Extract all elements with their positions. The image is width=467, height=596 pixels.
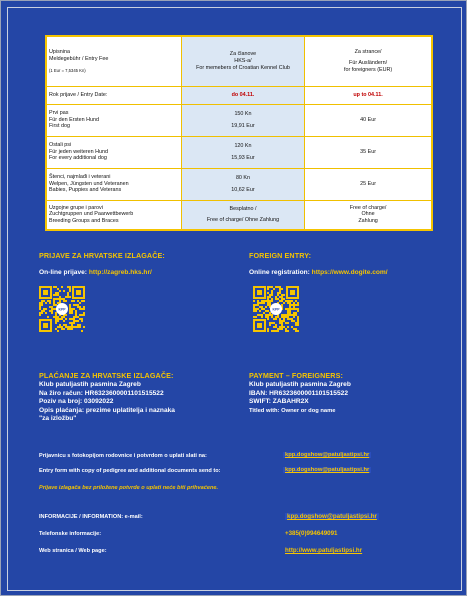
row-label: Babies, Puppies and Veterans (49, 187, 122, 194)
table-cell (181, 36, 304, 86)
table-cell (46, 104, 181, 136)
entry-date-label: Rok prijave / Entry Date: (49, 91, 108, 98)
table-cell (181, 200, 304, 230)
hr-entry-heading: PRIJAVE ZA HRVATSKE IZLAGAČE: (39, 251, 165, 260)
table-cell (181, 104, 304, 136)
table-row (46, 136, 432, 168)
price-free: Besplatno / (229, 205, 257, 212)
qr-logo-text: KPP (272, 307, 280, 312)
table-cell (46, 136, 181, 168)
info-email[interactable]: kpp.dogshow@patuljastipsi.hr (287, 513, 377, 520)
hr-account: Na žiro račun: HR6323600001101515522 (39, 389, 164, 397)
row-label: Zuchtgruppen und Paarwettbewerb (49, 211, 134, 218)
price-foreign: 25 Eur (360, 180, 377, 187)
table-row (46, 168, 432, 200)
price-free-de-2: Zahlung (358, 218, 378, 225)
hr-online-line (39, 269, 152, 276)
row-label: Uzgojne grupe i parovi (49, 204, 103, 211)
hr-payment-heading: PLAĆANJE ZA HRVATSKE IZLAGAČE: (39, 371, 174, 380)
table-cell (305, 36, 432, 86)
price-free-de: Ohne (361, 211, 375, 218)
table-cell (46, 86, 181, 104)
foreign-online-line (249, 269, 388, 276)
foreigners-label: Za strance/ (354, 48, 382, 55)
row-label: Prvi pas (49, 109, 69, 116)
members-label: Za članove (229, 51, 257, 58)
table-cell (181, 168, 304, 200)
foreign-online-label: Online registration: (249, 269, 310, 276)
foreign-title: Titled with: Owner or dog name (249, 407, 336, 414)
row-label: Breeding Groups and Braces (49, 218, 119, 225)
table-header-row (46, 36, 432, 86)
hr-send-email[interactable]: kpp.dogshow@patuljastipsi.hr (285, 452, 370, 458)
phone-value[interactable]: +385(0)994649091 (285, 530, 338, 537)
price-eur: 10,62 Eur (231, 186, 255, 193)
row-label: For every additional dog (49, 155, 107, 162)
price-free-en: Free of charge/ Ohne Zahlung (206, 217, 280, 224)
foreign-payment-details (249, 381, 351, 415)
entry-fee-table (45, 35, 433, 231)
hr-online-label: On-line prijave: (39, 269, 87, 276)
en-send-email[interactable]: kpp.dogshow@patuljastipsi.hr (285, 467, 370, 473)
hr-club-name: Klub patuljastih pasmina Zagreb (39, 381, 141, 388)
row-label: Für den Ersten Hund (49, 116, 100, 123)
price-free: Free of charge/ (349, 204, 387, 211)
price-kn: 80 Kn (235, 174, 251, 181)
info-label: INFORMACIJE / INFORMATION: e-mail: (39, 514, 143, 520)
table-row (46, 86, 432, 104)
table-cell (46, 200, 181, 230)
table-cell (305, 104, 432, 136)
price-eur: 15,93 Eur (231, 154, 255, 161)
table-cell (305, 136, 432, 168)
table-cell (305, 168, 432, 200)
members-label-2: HKS-a/ (234, 57, 252, 64)
price-eur: 19,91 Eur (231, 122, 255, 129)
price-foreign: 40 Eur (360, 116, 377, 123)
foreign-swift: SWIFT: ZABAHR2X (249, 398, 309, 406)
hr-reference: Poziv na broj: 03092022 (39, 398, 114, 406)
fee-label-de-en: Meldegebühr / Entry Fee (49, 56, 109, 63)
entry-date-members: do 04.11. (231, 91, 255, 98)
exchange-rate: (1 Eur = 7,5345 Kn) (49, 67, 86, 73)
table-cell (46, 168, 181, 200)
entry-date-foreigners: up to 04.11. (353, 91, 383, 98)
foreigners-label-en: for foreigners (EUR) (343, 67, 393, 74)
row-label: Štenci, najmlađi i veterani (49, 173, 111, 180)
table-cell (181, 86, 304, 104)
row-label: Welpen, Jüngsten und Veteranen (49, 180, 129, 187)
row-label: Für jeden weiteren Hund (49, 148, 109, 155)
qr-logo-text: KPP (58, 307, 66, 312)
foreign-entry-heading: FOREIGN ENTRY: (249, 251, 312, 260)
table-cell (181, 136, 304, 168)
table-cell (305, 86, 432, 104)
hr-description-2: "za izložbu" (39, 415, 77, 423)
hr-send-note: Prijavnicu s fotokopijom rodovnice i potvrdom o uplati slati na: (39, 453, 207, 459)
row-label: First dog (49, 123, 70, 130)
table-cell (46, 36, 181, 86)
fee-label: Upisnina (49, 49, 70, 56)
hr-description: Opis plaćanja: prezime uplatitelja i naznaka (39, 406, 175, 414)
table-cell (305, 200, 432, 230)
web-label: Web stranica / Web page: (39, 548, 107, 554)
payment-warning: Prijave izlagača bez priložene potvrde o uplati neće biti prihvaćene. (39, 485, 219, 491)
hr-payment-details (39, 381, 175, 424)
foreign-qr-code[interactable] (253, 286, 299, 332)
foreign-club-name: Klub patuljastih pasmina Zagreb (249, 381, 351, 388)
foreign-iban: IBAN: HR6323600001101515522 (249, 389, 348, 397)
price-foreign: 35 Eur (360, 148, 377, 155)
table-row (46, 200, 432, 230)
foreign-online-link[interactable]: https://www.dogite.com/ (311, 269, 388, 276)
price-kn: 120 Kn (234, 142, 252, 149)
web-value[interactable]: http://www.patuljastipsi.hr (285, 547, 363, 554)
hr-qr-code[interactable] (39, 286, 85, 332)
phone-label: Telefonske informacije: (39, 531, 102, 537)
hr-online-link[interactable]: http://zagreb.hks.hr/ (88, 269, 152, 276)
foreign-payment-heading: PAYMENT – FOREIGNERS: (249, 371, 343, 380)
foreigners-label-de: Für Ausländern/ (349, 60, 388, 67)
price-kn: 150 Kn (234, 110, 252, 117)
table-row (46, 104, 432, 136)
members-label-en: For memebers of Croatian Kennel Club (196, 64, 290, 71)
row-label: Ostali psi (49, 141, 72, 148)
en-send-note: Entry form with copy of pedigree and additional documents send to: (39, 468, 221, 474)
